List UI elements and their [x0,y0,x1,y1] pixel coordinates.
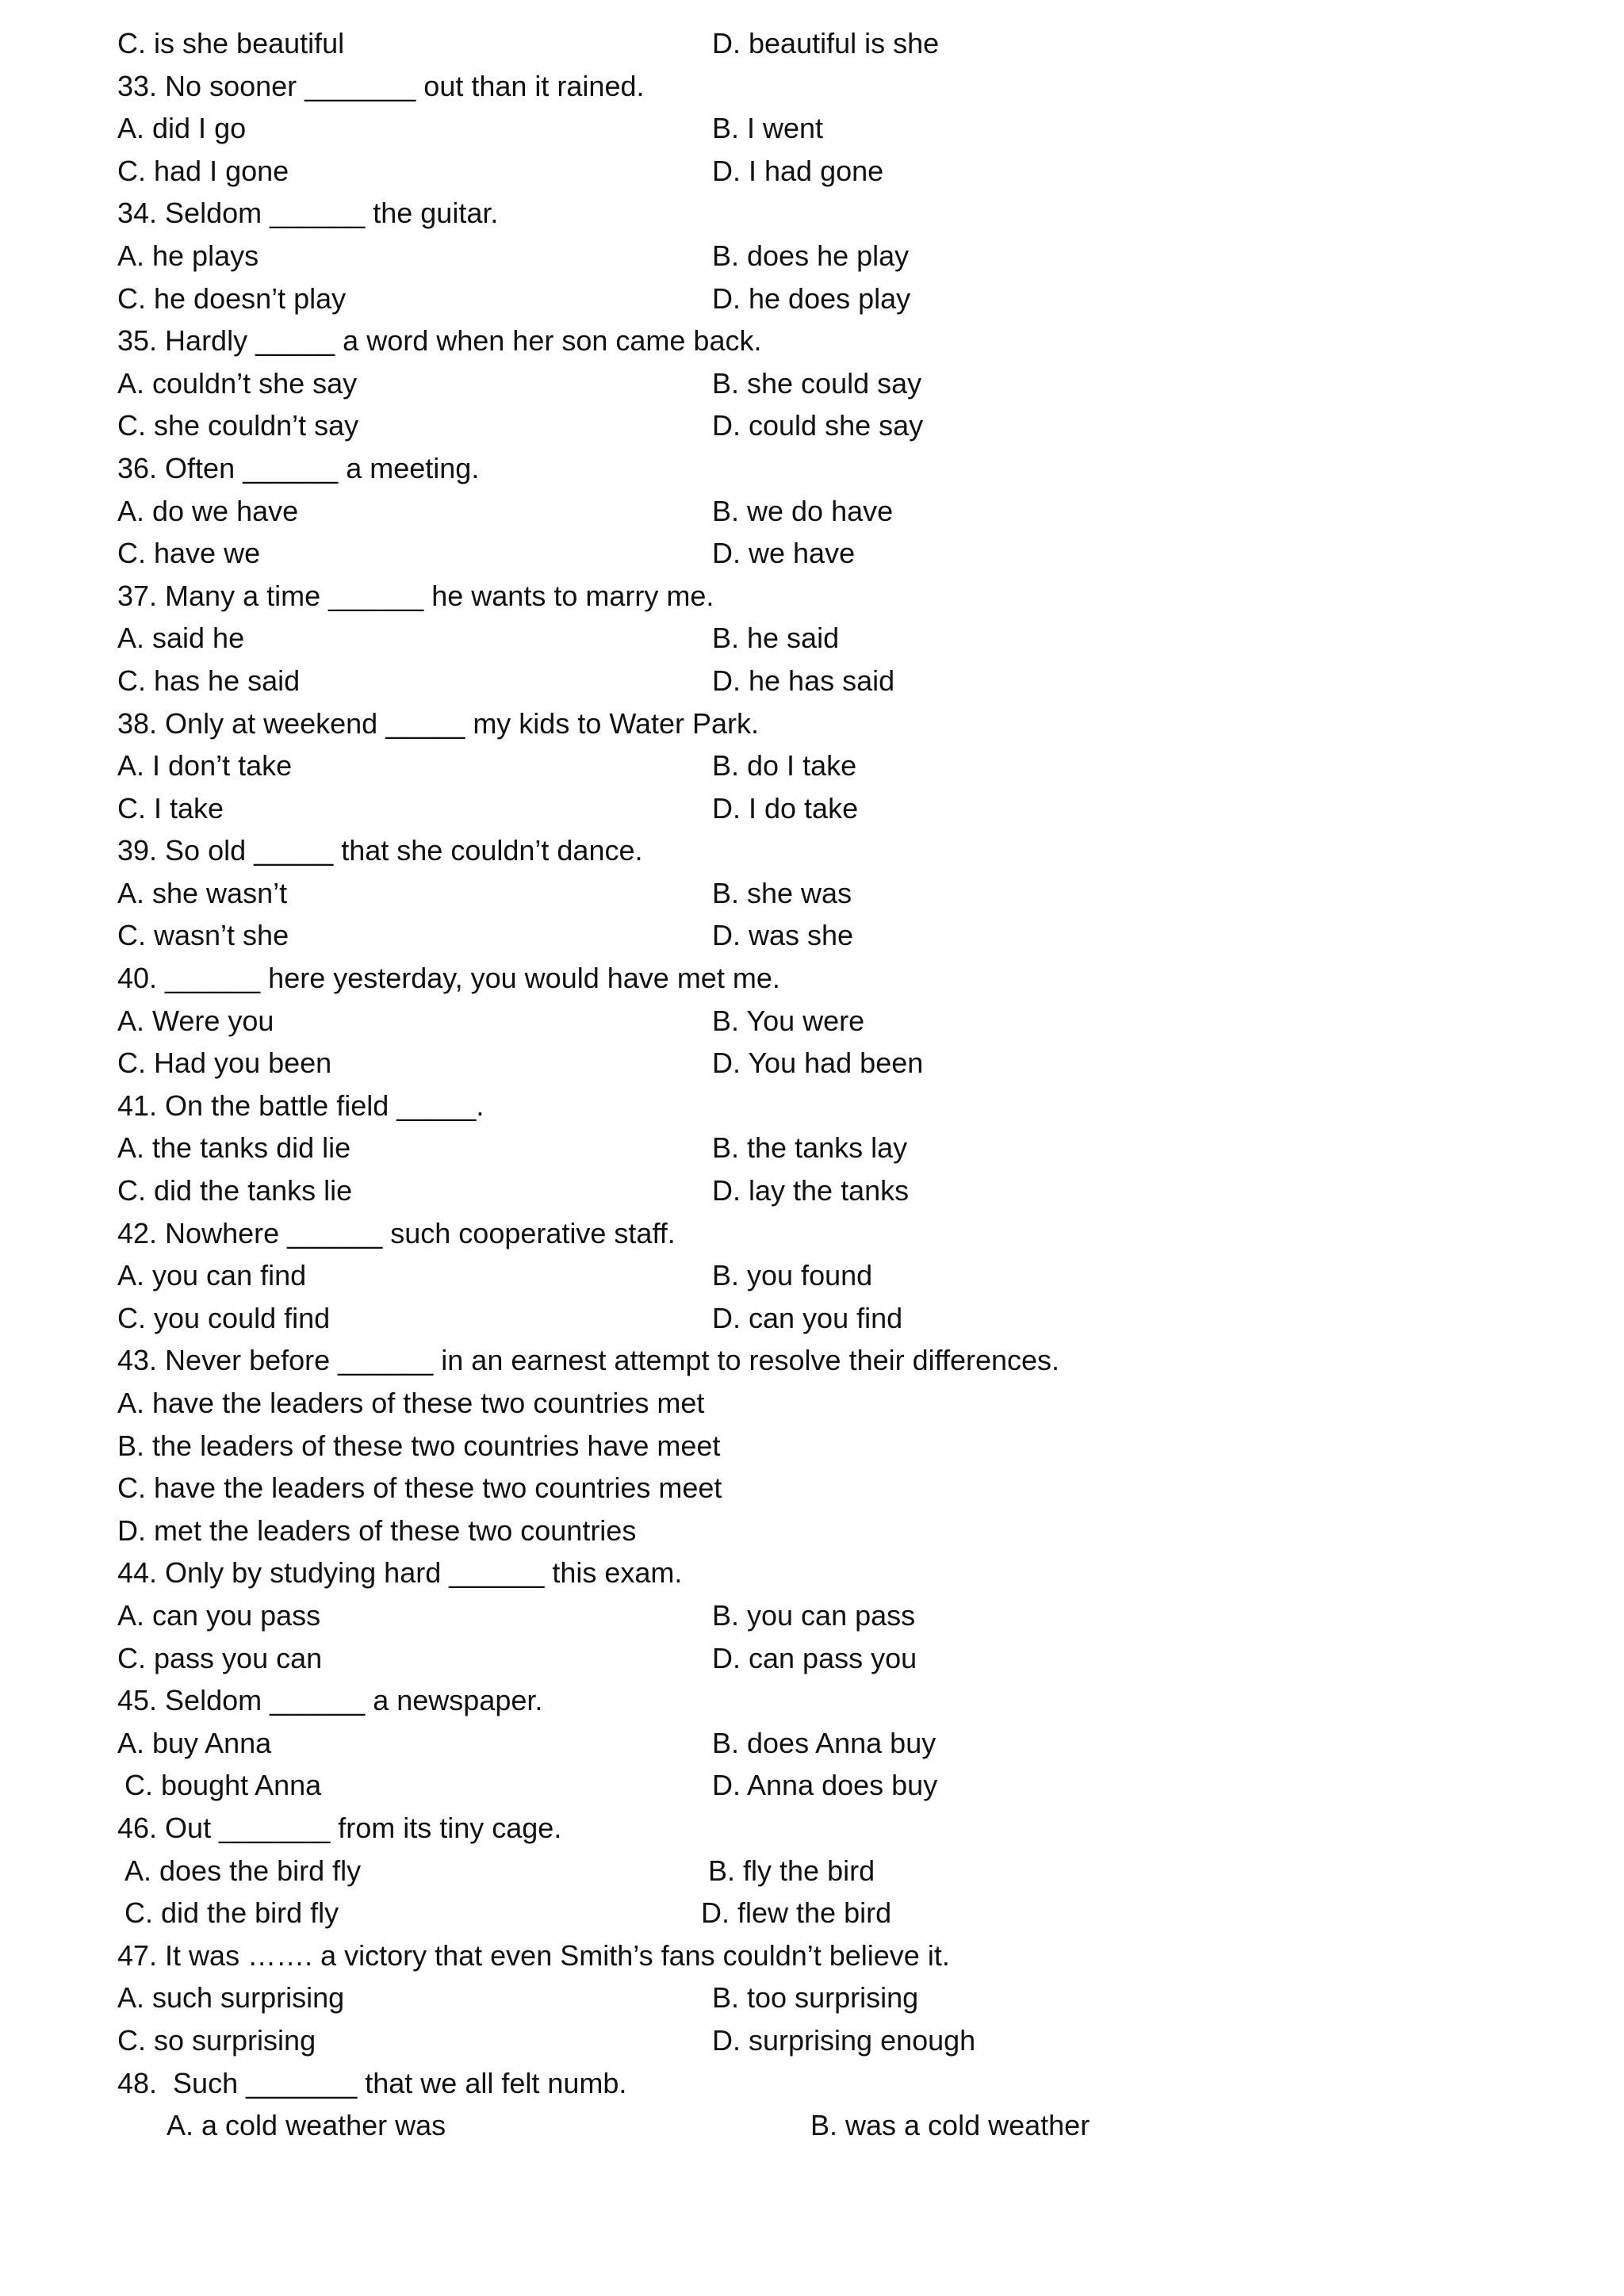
options-line [0,404,1624,447]
options-line [0,1297,1624,1340]
option-right: B. You were [712,1004,865,1037]
option-left: C. is she beautiful [117,27,345,59]
option-right: B. does he play [712,239,910,272]
option-right: B. she was [712,876,852,909]
option-left: A. such surprising [117,1981,345,2015]
question-line [0,1934,1624,1977]
option-right: D. could she say [712,409,924,442]
option-right: B. I went [712,112,824,145]
options-line [0,2019,1624,2062]
option-left: C. did the bird fly [124,1896,339,1930]
question-line [0,1085,1624,1127]
option-left: A. said he [117,622,245,655]
option-left: C. I take [117,791,224,825]
option-right: B. he said [712,622,840,655]
question-line [0,575,1624,618]
question-line [0,1425,1624,1468]
option-right: B. does Anna buy [712,1726,936,1759]
option-right: B. do I take [712,749,857,783]
options-line [0,235,1624,277]
option-left: A. can you pass [117,1598,321,1632]
options-line [0,617,1624,660]
question-text: C. have the leaders of these two countries meet [117,1471,722,1505]
option-right: D. Anna does buy [712,1769,938,1802]
option-right: D. lay the tanks [712,1174,910,1207]
question-text: 43. Never before ______ in an earnest attempt to resolve their differences. [117,1344,1060,1377]
options-line [0,490,1624,533]
options-line [0,1042,1624,1085]
options-line [0,872,1624,915]
options-line [0,1594,1624,1637]
question-line [0,1212,1624,1255]
option-right: D. I had gone [712,154,884,187]
question-line [0,1382,1624,1425]
question-text: 33. No sooner _______ out than it rained. [117,69,645,102]
option-right: D. can you find [712,1301,903,1334]
options-line [0,1000,1624,1043]
option-left: A. a cold weather was [167,2109,446,2142]
option-right: D. can pass you [712,1641,917,1674]
question-text: B. the leaders of these two countries have meet [117,1429,721,1462]
option-left: A. buy Anna [117,1726,272,1759]
option-right: B. the tanks lay [712,1131,908,1165]
option-left: C. so surprising [117,2023,316,2057]
question-line [0,1679,1624,1722]
options-line [0,1169,1624,1212]
option-left: C. has he said [117,664,301,697]
question-text: 48. Such _______ that we all felt numb. [117,2066,627,2099]
question-text: 41. On the battle field _____. [117,1089,485,1122]
option-left: A. you can find [117,1259,307,1292]
options-line [0,1127,1624,1169]
question-text: 39. So old _____ that she couldn’t dance. [117,834,643,867]
question-line [0,192,1624,235]
options-line [0,362,1624,405]
options-line [0,1254,1624,1297]
options-line [0,2104,1624,2147]
option-right: B. fly the bird [708,1854,875,1887]
option-left: C. had I gone [117,154,289,187]
option-right: D. flew the bird [701,1896,892,1930]
option-left: A. do we have [117,494,299,527]
option-right: B. was a cold weather [810,2109,1090,2142]
option-left: A. she wasn’t [117,876,288,909]
question-text: 40. ______ here yesterday, you would have met me. [117,962,780,995]
option-right: B. too surprising [712,1981,919,2015]
question-text: D. met the leaders of these two countries [117,1513,637,1547]
question-line [0,320,1624,362]
question-line [0,2062,1624,2105]
option-left: A. couldn’t she say [117,366,358,400]
options-line [0,532,1624,575]
option-right: D. beautiful is she [712,27,940,59]
question-line [0,1552,1624,1594]
option-right: D. he does play [712,281,911,315]
question-text: 46. Out _______ from its tiny cage. [117,1811,562,1844]
option-left: C. you could find [117,1301,331,1334]
option-left: C. pass you can [117,1641,323,1674]
question-text: 47. It was ……. a victory that even Smith’s fans couldn’t believe it. [117,1938,950,1972]
option-right: B. she could say [712,366,922,400]
question-line [0,447,1624,490]
option-left: A. did I go [117,112,247,145]
option-left: C. did the tanks lie [117,1174,353,1207]
option-left: A. the tanks did lie [117,1131,351,1165]
question-line [0,1467,1624,1510]
question-line [0,702,1624,745]
options-line [0,22,1624,65]
option-right: D. I do take [712,791,859,825]
options-line [0,150,1624,193]
option-right: D. we have [712,537,856,570]
question-text: 45. Seldom ______ a newspaper. [117,1684,543,1717]
option-left: C. bought Anna [124,1769,322,1802]
options-line [0,1850,1624,1892]
options-line [0,107,1624,150]
question-text: A. have the leaders of these two countries met [117,1387,705,1419]
option-right: D. surprising enough [712,2023,976,2057]
options-line [0,914,1624,957]
question-text: 44. Only by studying hard ______ this exam. [117,1556,683,1590]
option-left: A. he plays [117,239,259,272]
question-text: 36. Often ______ a meeting. [117,451,480,484]
question-line [0,1807,1624,1850]
options-line [0,1637,1624,1680]
question-line [0,957,1624,1000]
option-right: B. you found [712,1259,873,1292]
options-line [0,1892,1624,1934]
question-text: 34. Seldom ______ the guitar. [117,197,499,230]
options-line [0,787,1624,830]
option-right: D. he has said [712,664,895,697]
question-line [0,829,1624,872]
options-line [0,744,1624,787]
quiz-page [0,22,1624,2147]
option-left: A. I don’t take [117,749,293,783]
options-line [0,277,1624,320]
option-right: B. we do have [712,494,894,527]
options-line [0,1976,1624,2019]
option-left: A. Were you [117,1004,274,1037]
question-text: 35. Hardly _____ a word when her son came back. [117,324,762,358]
question-text: 42. Nowhere ______ such cooperative staff. [117,1216,676,1249]
question-line [0,65,1624,108]
option-right: D. You had been [712,1047,924,1080]
options-line [0,660,1624,702]
option-right: D. was she [712,919,854,952]
options-line [0,1764,1624,1807]
question-text: 37. Many a time ______ he wants to marry me. [117,579,714,612]
option-left: C. he doesn’t play [117,281,347,315]
option-left: C. she couldn’t say [117,409,359,442]
question-text: 38. Only at weekend _____ my kids to Water Park. [117,706,760,740]
option-left: C. Had you been [117,1047,332,1080]
options-line [0,1722,1624,1765]
option-left: C. have we [117,537,261,570]
question-line [0,1339,1624,1382]
option-left: C. wasn’t she [117,919,289,952]
question-line [0,1510,1624,1552]
option-right: B. you can pass [712,1598,916,1632]
option-left: A. does the bird fly [124,1854,362,1887]
